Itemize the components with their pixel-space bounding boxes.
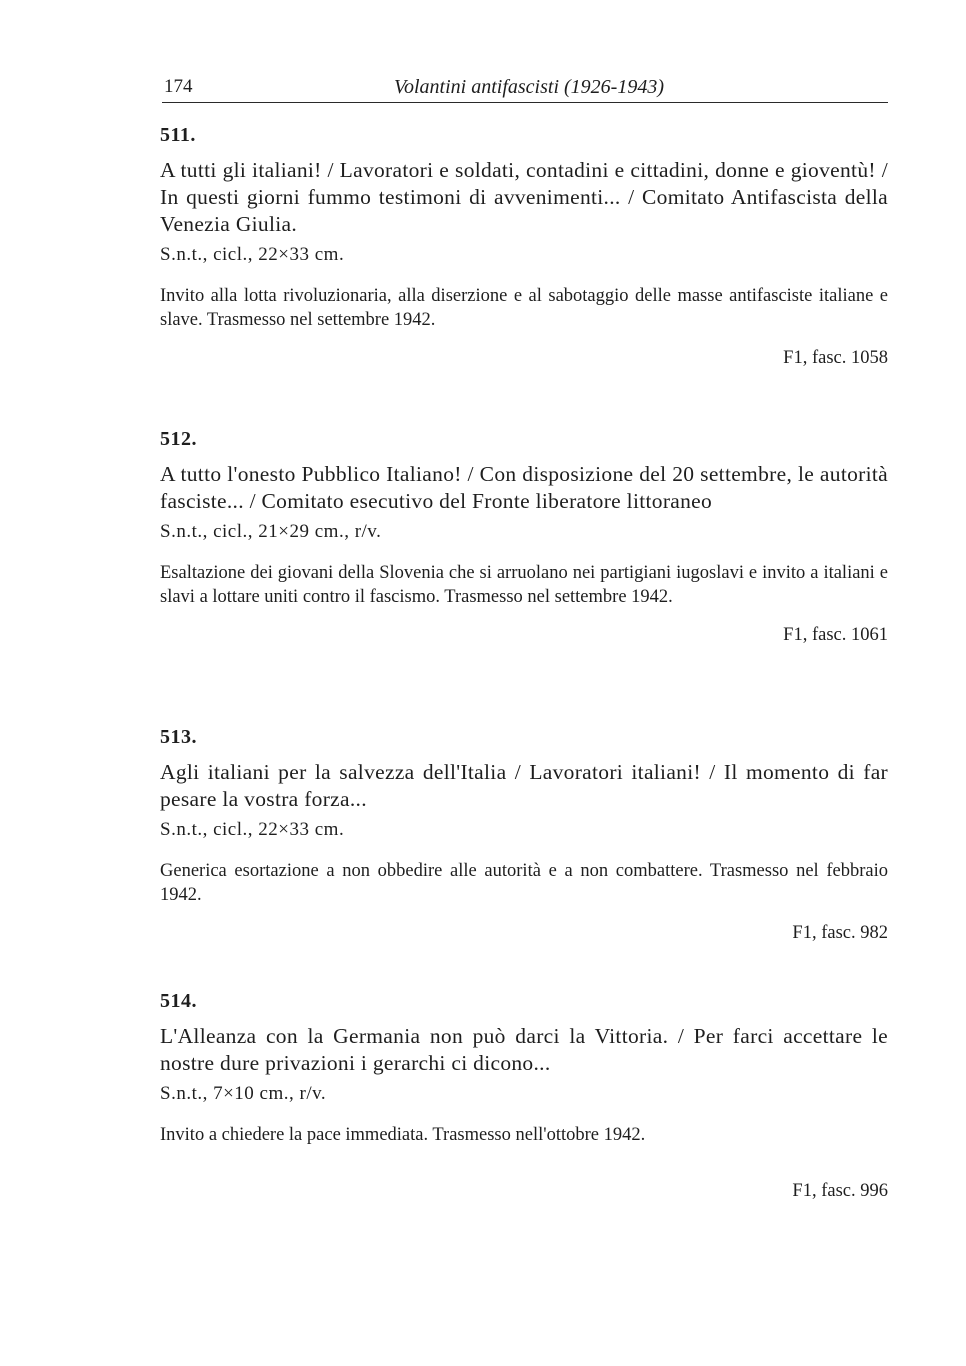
running-title: Volantini antifascisti (1926-1943) — [394, 76, 664, 98]
entry-description: Invito a chiedere la pace immediata. Trasmesso nell'ottobre 1942. — [160, 1125, 646, 1145]
entry-format: S.n.t., cicl., 22×33 cm. — [160, 244, 345, 265]
entry-reference: F1, fasc. 1058 — [783, 348, 888, 368]
entry-title: Agli italiani per la salvezza dell'Italia / Lavoratori italiani! / Il momento di far pesare la vostra forza... — [160, 760, 888, 811]
entry-title: L'Alleanza con la Germania non può darci la Vittoria. / Per farci accettare le nostre dure privazioni i gerarchi ci dicono... — [160, 1024, 888, 1075]
entry-description: Esaltazione dei giovani della Slovenia che si arruolano nei partigiani iugoslavi e invito a italiani e slavi a lottare uniti contro il fascismo. Trasmesso nel settembre 1942. — [160, 563, 888, 607]
entry-number: 511. — [160, 124, 196, 146]
entry-number: 514. — [160, 990, 197, 1012]
entry-format: S.n.t., cicl., 22×33 cm. — [160, 819, 345, 840]
entry-title: A tutti gli italiani! / Lavoratori e soldati, contadini e cittadini, donne e gioventù! / In questi giorni fummo testimoni di avvenimenti... / Comitato Antifascista della Venezia Giulia. — [160, 158, 888, 236]
entry-reference: F1, fasc. 996 — [792, 1181, 888, 1201]
entry-format: S.n.t., cicl., 21×29 cm., r/v. — [160, 521, 382, 542]
entry-title: A tutto l'onesto Pubblico Italiano! / Con disposizione del 20 settembre, le autorità fasciste... / Comitato esecutivo del Fronte liberatore littoraneo — [160, 462, 888, 513]
catalog-entry-513 — [160, 726, 888, 944]
entry-description: Invito alla lotta rivoluzionaria, alla diserzione e al sabotaggio delle masse antifasciste italiane e slave. Trasmesso nel settembre 1942. — [160, 286, 888, 330]
entry-format: S.n.t., 7×10 cm., r/v. — [160, 1083, 327, 1104]
page-header — [162, 76, 888, 103]
entry-reference: F1, fasc. 982 — [792, 923, 888, 943]
entry-number: 512. — [160, 428, 197, 450]
catalog-entry-512 — [160, 428, 888, 646]
catalog-entry-511 — [160, 124, 888, 369]
entry-description: Generica esortazione a non obbedire alle autorità e a non combattere. Trasmesso nel febbraio 1942. — [160, 861, 888, 905]
entry-number: 513. — [160, 726, 197, 748]
page-number: 174 — [164, 76, 193, 97]
entry-reference: F1, fasc. 1061 — [783, 625, 888, 645]
catalog-entry-514 — [160, 990, 888, 1202]
